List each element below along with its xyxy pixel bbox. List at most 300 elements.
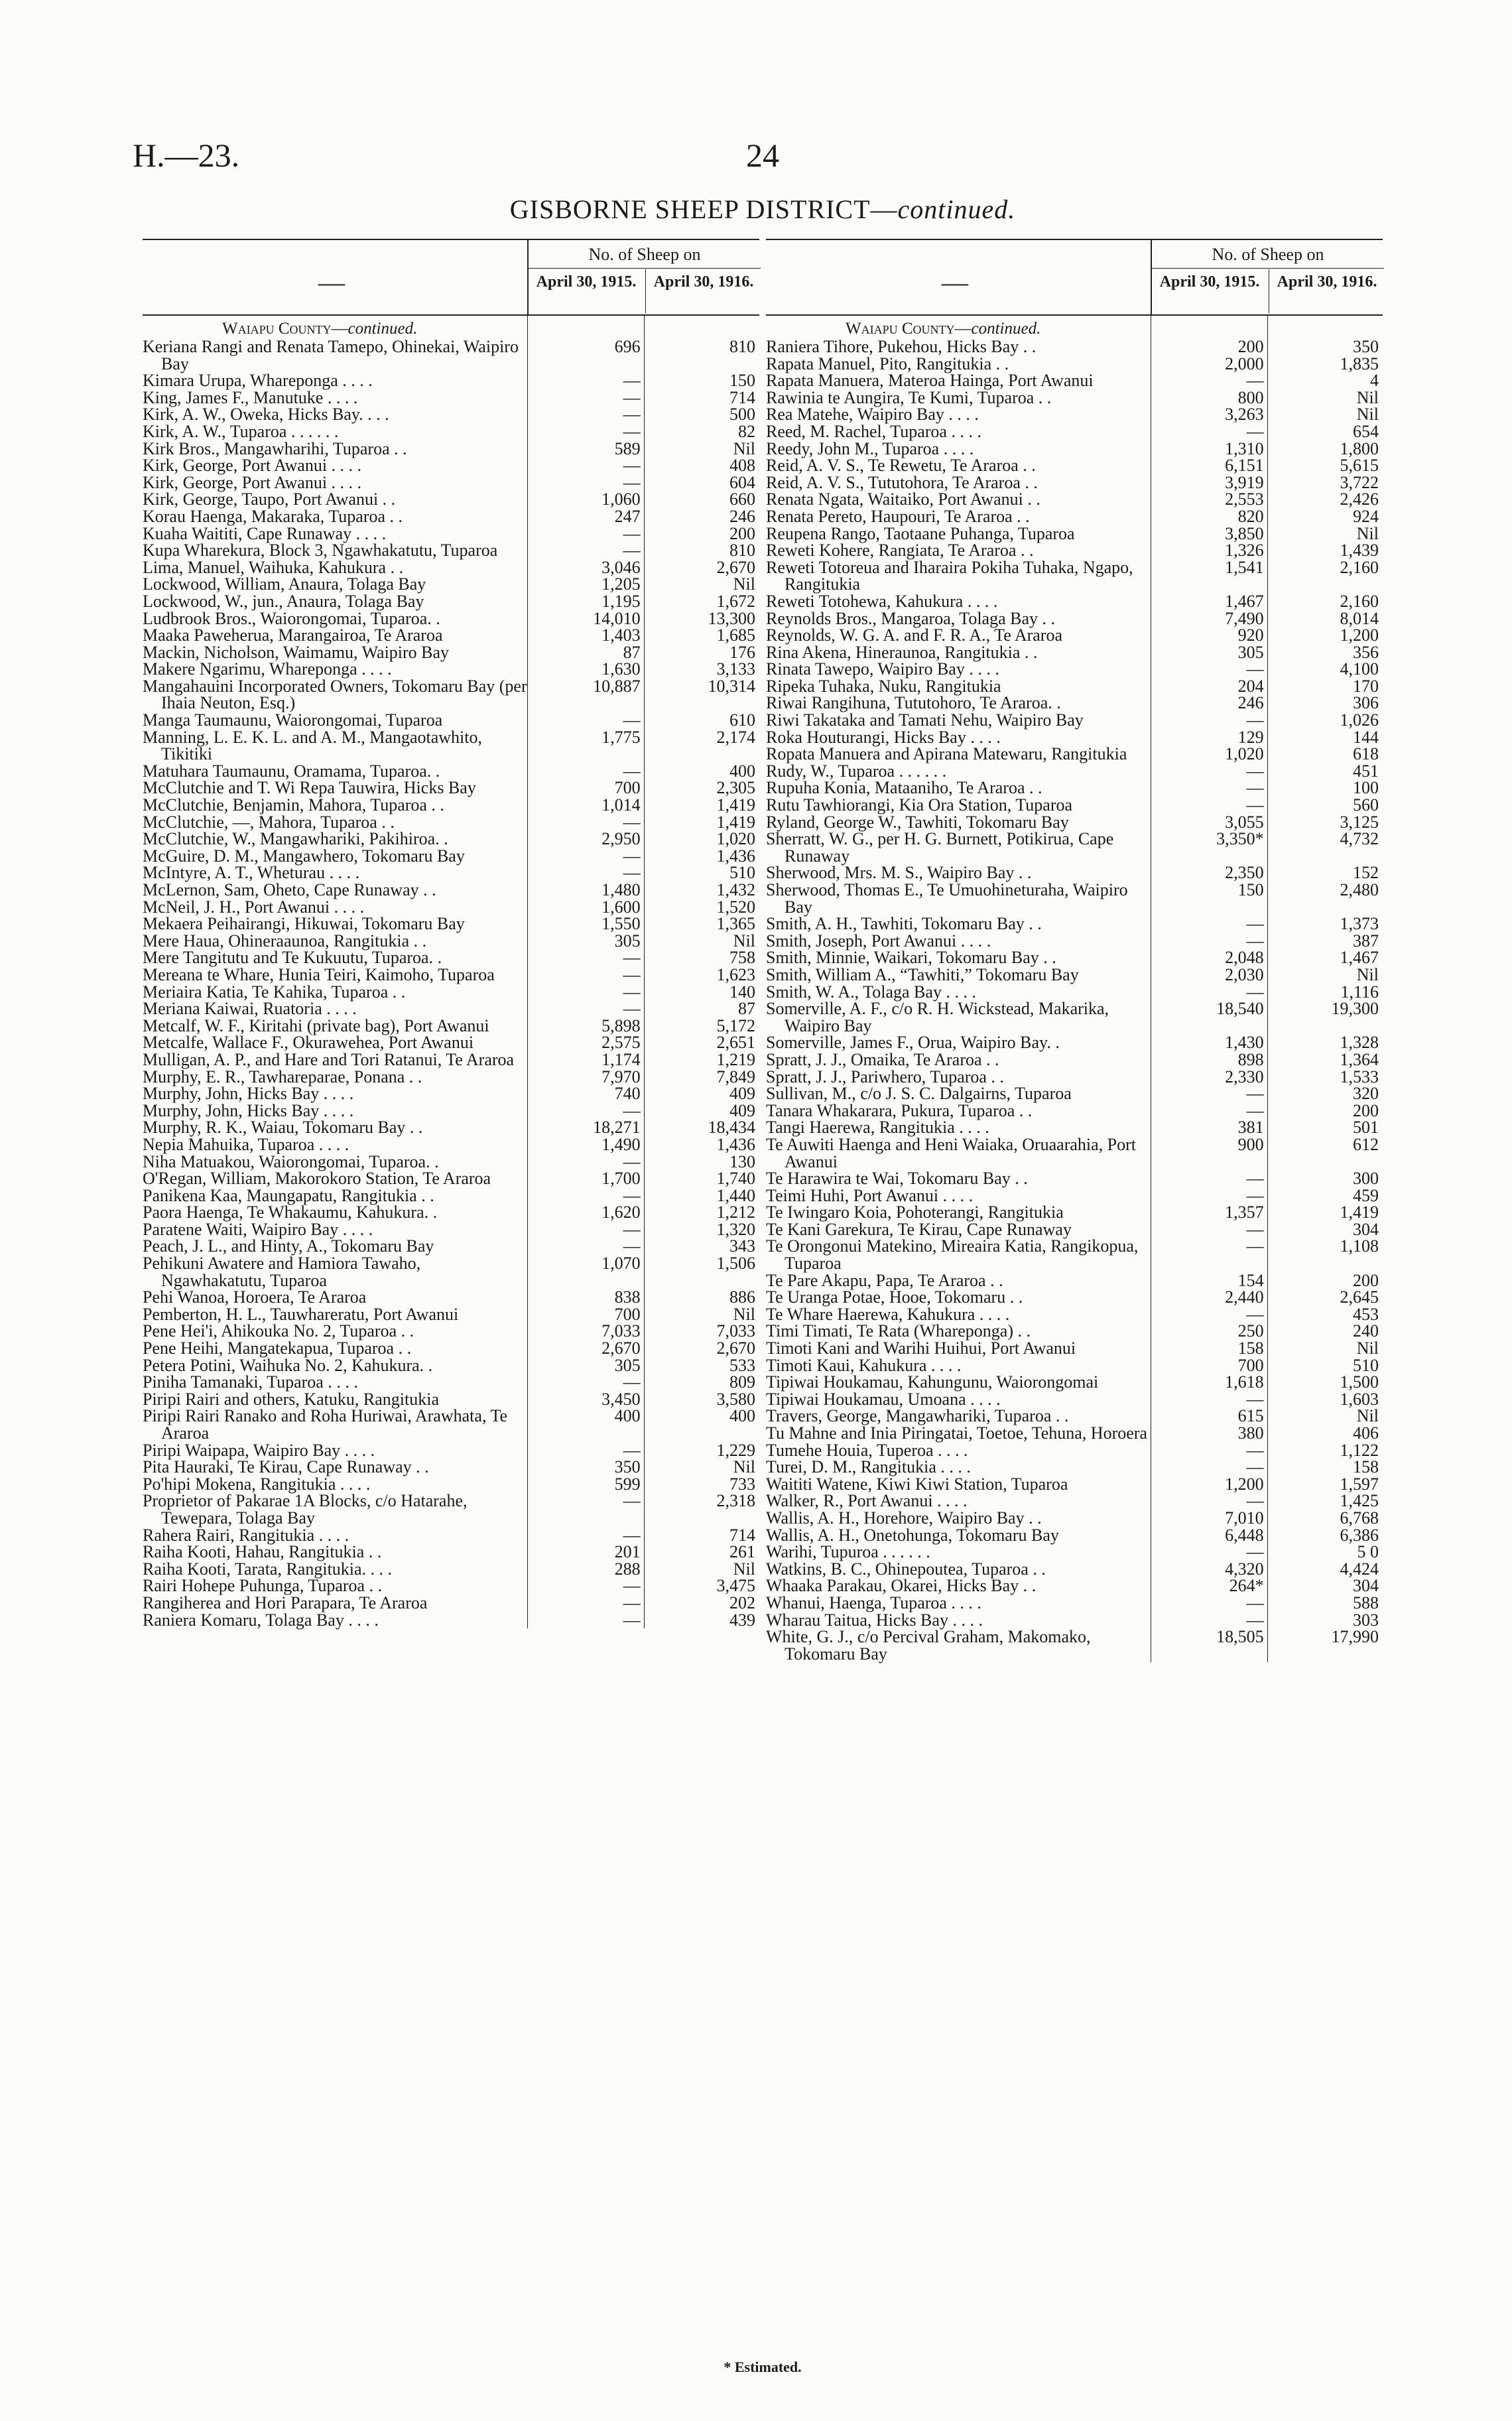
sheep-1915: 920 <box>1237 625 1264 645</box>
owner-name: Piniha Tamanaki, Tuparoa . . . . <box>143 1372 358 1392</box>
sheep-1915: — <box>1246 1610 1264 1630</box>
owner-name: Wallis, A. H., Horehore, Waipiro Bay . . <box>766 1508 1042 1528</box>
sheep-1916: 5,172 <box>716 1015 756 1035</box>
owner-name: Ripeka Tuhaka, Nuku, Rangitukia <box>766 676 1001 696</box>
table-row <box>143 1119 759 1136</box>
sheep-1916: 387 <box>1353 931 1379 950</box>
sheep-1915: 1,775 <box>601 727 641 747</box>
table-row <box>143 1543 759 1561</box>
owner-name: White, G. J., c/o Percival Graham, Makomako, Tokomaru Bay <box>766 1627 1095 1664</box>
owner-name: Maaka Paweherua, Marangairoa, Te Araroa <box>143 625 443 645</box>
sheep-1916: 3,580 <box>716 1389 756 1409</box>
sheep-1915: 5,898 <box>601 1015 641 1035</box>
sheep-1915: — <box>1246 1440 1264 1460</box>
sheep-1915: 599 <box>614 1474 641 1494</box>
sheep-1916: 202 <box>729 1593 756 1612</box>
table-row <box>143 406 759 423</box>
sheep-1915: — <box>623 1491 641 1511</box>
sheep-1916: 533 <box>729 1355 756 1375</box>
sheep-1915: 288 <box>614 1559 641 1579</box>
owner-name: Kirk, A. W., Oweka, Hicks Bay. . . . <box>143 405 389 425</box>
owner-name: Rudy, W., Tuparoa . . . . . . <box>766 761 947 781</box>
sheep-1916: 1,467 <box>1340 948 1379 968</box>
sheep-1916: 17,990 <box>1331 1627 1379 1647</box>
sheep-1916: 510 <box>729 863 756 883</box>
owner-name: Pita Hauraki, Te Kirau, Cape Runaway . . <box>143 1457 429 1477</box>
sheep-1915: 2,330 <box>1225 1067 1264 1086</box>
owner-name: McClutchie and T. Wi Repa Tauwira, Hicks Bay <box>143 778 476 798</box>
owner-name: Timi Timati, Te Rata (Whareponga) . . <box>766 1321 1031 1341</box>
table-row <box>143 508 759 525</box>
sheep-1915: 1,357 <box>1225 1203 1264 1222</box>
owner-name: Travers, George, Mangawhariki, Tuparoa . . <box>766 1406 1069 1426</box>
sheep-1915: 1,060 <box>601 490 641 509</box>
owner-name: Smith, A. H., Tawhiti, Tokomaru Bay . . <box>766 914 1042 934</box>
sheep-1915: 2,440 <box>1225 1287 1264 1307</box>
table-row <box>766 814 1383 831</box>
owner-name: Sherwood, Thomas E., Te Umuohineturaha, Waipiro Bay <box>766 880 1133 917</box>
table-row <box>766 1374 1383 1391</box>
table-row <box>143 1561 759 1578</box>
sheep-1915: — <box>623 812 641 832</box>
sheep-1916: 510 <box>1353 1355 1379 1375</box>
table-row <box>143 763 759 780</box>
sheep-1915: — <box>1246 1219 1264 1239</box>
sheep-1915: 1,467 <box>1225 591 1264 611</box>
owner-name: Makere Ngarimu, Whareponga . . . . <box>143 659 392 679</box>
sheep-1916: 2,305 <box>716 778 756 798</box>
sheep-1915: — <box>1246 1084 1264 1104</box>
sheep-1916: 810 <box>729 541 756 560</box>
table-row <box>766 661 1383 678</box>
sheep-1916: 714 <box>729 387 756 407</box>
sheep-1916: 144 <box>1353 727 1379 747</box>
sheep-1916: 100 <box>1353 778 1379 798</box>
owner-name: Mackin, Nicholson, Waimamu, Waipiro Bay <box>143 642 450 662</box>
sheep-1915: 1,020 <box>1225 744 1264 764</box>
table-row <box>766 864 1383 882</box>
sheep-1915: 1,174 <box>601 1049 641 1069</box>
sheep-1915: 7,490 <box>1225 608 1264 628</box>
sheep-1915: 1,430 <box>1225 1033 1264 1053</box>
owner-name: Timoti Kani and Warihi Huihui, Port Awanui <box>766 1339 1076 1358</box>
table-row <box>766 763 1383 780</box>
owner-name: Korau Haenga, Makaraka, Tuparoa . . <box>143 506 403 526</box>
sheep-1916: 1,108 <box>1340 1236 1379 1256</box>
sheep-1915: 2,950 <box>601 829 641 849</box>
sheep-1915: 2,048 <box>1225 948 1264 968</box>
owner-name: Tipiwai Houkamau, Kahungunu, Waiorongomai <box>766 1372 1099 1392</box>
sheep-1916: 306 <box>1353 693 1379 713</box>
sheep-1916: 1,229 <box>716 1440 756 1460</box>
table-row <box>143 576 759 593</box>
table-row <box>143 1442 759 1459</box>
table-row <box>143 474 759 491</box>
sheep-1916: 240 <box>1353 1321 1379 1341</box>
owner-name: Te Iwingaro Koia, Pohoterangi, Rangitukia <box>766 1203 1064 1222</box>
sheep-1916: 409 <box>729 1100 756 1120</box>
table-row <box>766 949 1383 966</box>
table-row <box>766 1357 1383 1374</box>
sheep-1915: 740 <box>614 1084 641 1104</box>
sheep-1915: — <box>623 863 641 883</box>
table-row <box>766 474 1383 491</box>
table-row <box>143 1527 759 1544</box>
sheep-1916: 2,426 <box>1340 490 1379 509</box>
sheep-1916: 1,364 <box>1340 1049 1379 1069</box>
owner-name: McNeil, J. H., Port Awanui . . . . <box>143 897 365 917</box>
owner-name: McClutchie, —, Mahora, Tuparoa . . <box>143 812 395 832</box>
owner-name: Smith, William A., “Tawhiti,” Tokomaru Bay <box>766 964 1079 984</box>
owner-name: Wharau Taitua, Hicks Bay . . . . <box>766 1610 983 1630</box>
table-row <box>766 712 1383 729</box>
sheep-1915: — <box>1246 1169 1264 1189</box>
sheep-1916: 19,300 <box>1331 999 1379 1019</box>
table-row <box>143 1102 759 1120</box>
page-header <box>133 136 1393 176</box>
sheep-1916: 1,740 <box>716 1169 756 1189</box>
sheep-1916: Nil <box>1356 387 1379 407</box>
owner-name: Paora Haenga, Te Whakaumu, Kahukura. . <box>143 1203 438 1222</box>
sheep-1916: 4 <box>1370 371 1379 391</box>
table-row <box>766 1323 1383 1340</box>
table-row <box>766 915 1383 933</box>
table-row <box>766 644 1383 661</box>
sheep-1915: — <box>1246 795 1264 815</box>
sheep-1915: 158 <box>1237 1339 1264 1358</box>
sheep-1915: — <box>623 761 641 781</box>
table-row <box>766 1119 1383 1136</box>
owner-name: Rairi Hohepe Puhunga, Tuparoa . . <box>143 1576 383 1596</box>
sheep-1916: 1,122 <box>1340 1440 1379 1460</box>
table-row <box>766 1085 1383 1102</box>
table-row <box>143 1204 759 1221</box>
sheep-1915: 129 <box>1237 727 1264 747</box>
sheep-1916: 176 <box>729 642 756 662</box>
owner-name: Sherwood, Mrs. M. S., Waipiro Bay . . <box>766 863 1032 883</box>
owner-name: Kuaha Waititi, Cape Runaway . . . . <box>143 523 387 543</box>
owner-name: Smith, Joseph, Port Awanui . . . . <box>766 931 991 950</box>
sheep-1916: 500 <box>729 405 756 425</box>
owner-name: Rina Akena, Hineraunoa, Rangitukia . . <box>766 642 1038 662</box>
sheep-1916: 1,219 <box>716 1049 756 1069</box>
owner-name: McClutchie, Benjamin, Mahora, Tuparoa . . <box>143 795 444 815</box>
sheep-1915: — <box>623 456 641 476</box>
owner-name: Pene Heihi, Mangatekapua, Tuparoa . . <box>143 1339 412 1358</box>
table-row <box>766 627 1383 644</box>
sheep-1916: 7,849 <box>716 1067 756 1086</box>
sheep-1915: 700 <box>614 778 641 798</box>
sheep-1915: 150 <box>1237 880 1264 899</box>
header-dash: — <box>942 267 968 297</box>
owner-name: Rupuha Konia, Mataaniho, Te Araroa . . <box>766 778 1042 798</box>
owner-name: Sullivan, M., c/o J. S. C. Dalgairns, Tuparoa <box>766 1084 1072 1104</box>
table-row <box>143 729 759 763</box>
sheep-1915: — <box>1246 1304 1264 1324</box>
sheep-1915: — <box>623 846 641 866</box>
header-dash: — <box>318 267 345 297</box>
owner-name: Te Uranga Potae, Hooe, Tokomaru . . <box>766 1287 1023 1307</box>
owner-name: Rutu Tawhiorangi, Kia Ora Station, Tuparoa <box>766 795 1073 815</box>
owner-name: Pemberton, H. L., Tauwhareratu, Port Awanui <box>143 1304 459 1324</box>
table-row <box>143 966 759 984</box>
owner-name: Tu Mahne and Inia Piringatai, Toetoe, Tehuna, Horoera <box>766 1423 1147 1443</box>
owner-name: McIntyre, A. T., Wheturau . . . . <box>143 863 360 883</box>
table-row <box>766 406 1383 423</box>
table-row <box>143 491 759 508</box>
sheep-1915: 1,700 <box>601 1169 641 1189</box>
owner-name: Po'hipi Mokena, Rangitukia . . . . <box>143 1474 371 1494</box>
sheep-1916: 200 <box>1353 1100 1379 1120</box>
owner-name: Tumehe Houia, Tuperoa . . . . <box>766 1440 968 1460</box>
owner-name: McLernon, Sam, Oheto, Cape Runaway . . <box>143 880 436 899</box>
sheep-1915: — <box>1246 1100 1264 1120</box>
owner-name: Smith, Minnie, Waikari, Tokomaru Bay . . <box>766 948 1056 968</box>
sheep-1915: 800 <box>1237 387 1264 407</box>
owner-name: O'Regan, William, Makorokoro Station, Te Araroa <box>143 1169 491 1189</box>
owner-name: Murphy, E. R., Tawhareparae, Ponana . . <box>143 1067 422 1086</box>
table-row <box>143 1357 759 1374</box>
owner-name: Spratt, J. J., Pariwhero, Tuparoa . . <box>766 1067 1004 1086</box>
sheep-1915: 18,271 <box>593 1118 641 1138</box>
sheep-1916: 303 <box>1353 1610 1379 1630</box>
sheep-1915: — <box>1246 710 1264 730</box>
owner-name: Reid, A. V. S., Tututohora, Te Araroa . . <box>766 472 1038 492</box>
sheep-1916: 1,603 <box>1340 1389 1379 1409</box>
table-row <box>143 899 759 916</box>
table-row <box>143 457 759 474</box>
sheep-1916: 588 <box>1353 1593 1379 1612</box>
sheep-1915: 1,600 <box>601 897 641 917</box>
owner-name: Reweti Kohere, Rangiata, Te Araroa . . <box>766 541 1034 560</box>
owner-name: Mangahauini Incorporated Owners, Tokomaru Bay (per Ihaia Neuton, Esq.) <box>143 676 532 713</box>
table-row <box>766 1238 1383 1272</box>
sheep-1915: 154 <box>1237 1270 1264 1290</box>
sheep-1916: 560 <box>1353 795 1379 815</box>
sheep-1916: 152 <box>1353 863 1379 883</box>
sheep-1916: 2,645 <box>1340 1287 1379 1307</box>
sheep-1915: 204 <box>1237 676 1264 696</box>
sheep-1915: 87 <box>623 642 641 662</box>
table-row <box>766 1577 1383 1595</box>
header-col-1916: April 30, 1916. <box>1269 269 1385 313</box>
sheep-1916: 5,615 <box>1340 456 1379 476</box>
sheep-1916: 158 <box>1353 1457 1379 1477</box>
table-row <box>143 627 759 644</box>
table-row <box>766 678 1383 695</box>
owner-name: Rahera Rairi, Rangitukia . . . . <box>143 1525 349 1545</box>
sheep-1915: — <box>623 1219 641 1239</box>
table-row <box>766 423 1383 440</box>
sheep-1916: 304 <box>1353 1219 1379 1239</box>
sheep-1916: 1,419 <box>716 795 756 815</box>
table-row <box>143 372 759 389</box>
table-row <box>766 525 1383 543</box>
sheep-1915: 696 <box>614 337 641 356</box>
left-table <box>143 239 759 1628</box>
table-row <box>766 1561 1383 1578</box>
sheep-1916: 2,651 <box>716 1033 756 1053</box>
table-row <box>766 1595 1383 1612</box>
sheep-1915: 3,263 <box>1225 405 1264 425</box>
owner-name: Raiha Kooti, Tarata, Rangitukia. . . . <box>143 1559 393 1579</box>
sheep-1915: — <box>623 1100 641 1120</box>
owner-name: Lockwood, William, Anaura, Tolaga Bay <box>143 574 426 594</box>
sheep-1915: 6,151 <box>1225 456 1264 476</box>
sheep-1915: — <box>1246 1236 1264 1256</box>
table-row <box>766 882 1383 915</box>
sheep-1916: 810 <box>729 337 756 356</box>
sheep-1916: 1,672 <box>716 591 756 611</box>
table-row <box>766 1034 1383 1051</box>
sheep-1916: 733 <box>729 1474 756 1494</box>
owner-name: Metcalf, W. F., Kiritahi (private bag), Port Awanui <box>143 1015 489 1035</box>
sheep-1916: 886 <box>729 1287 756 1307</box>
sheep-1915: 1,480 <box>601 880 641 899</box>
header-col-1915: April 30, 1915. <box>1159 273 1260 291</box>
sheep-1916: 2,670 <box>716 557 756 577</box>
sheep-1915: 264* <box>1229 1576 1264 1596</box>
table-row <box>143 1306 759 1323</box>
sheep-1915: — <box>623 1576 641 1596</box>
table-row <box>143 1391 759 1408</box>
owner-name: Te Kani Garekura, Te Kirau, Cape Runaway <box>766 1219 1072 1239</box>
sheep-1916: 5 0 <box>1357 1542 1379 1562</box>
sheep-1916: 350 <box>1353 337 1379 356</box>
sheep-1916: 501 <box>1353 1118 1379 1138</box>
sheep-1915: — <box>623 371 641 391</box>
sheep-1916: 400 <box>729 1406 756 1426</box>
sheep-1915: 1,630 <box>601 659 641 679</box>
table-row <box>143 1459 759 1476</box>
sheep-1915: 10,887 <box>593 676 641 696</box>
sheep-1915: 838 <box>614 1287 641 1307</box>
owner-name: Kirk, George, Port Awanui . . . . <box>143 456 362 476</box>
table-row <box>766 491 1383 508</box>
owner-name: Reedy, John M., Tuparoa . . . . <box>766 438 974 458</box>
owner-name: Raiha Kooti, Hahau, Rangitukia . . <box>143 1542 382 1562</box>
owner-name: Mere Haua, Ohineraaunoa, Rangitukia . . <box>143 931 427 950</box>
sheep-1916: 1,419 <box>1340 1203 1379 1222</box>
sheep-1916: 1,026 <box>1340 710 1379 730</box>
sheep-1916: 6,768 <box>1340 1508 1379 1528</box>
footnote: * Estimated. <box>724 2359 802 2375</box>
owner-name: Te Auwiti Haenga and Heni Waiaka, Oruaarahia, Port Awanui <box>766 1134 1140 1171</box>
owner-name: Riwai Rangihuna, Tututohoro, Te Araroa. . <box>766 693 1061 713</box>
sheep-1916: 2,160 <box>1340 591 1379 611</box>
sheep-1915: — <box>623 1525 641 1545</box>
table-row <box>143 1595 759 1612</box>
table-row <box>143 1476 759 1493</box>
sheep-1916: 660 <box>729 490 756 509</box>
sheep-1915: — <box>623 1185 641 1205</box>
table-row <box>766 508 1383 525</box>
owner-name: Reupena Rango, Taotaane Puhanga, Tuparoa <box>766 523 1075 543</box>
sheep-1915: — <box>1246 1457 1264 1477</box>
sheep-1916: 924 <box>1353 506 1379 526</box>
sheep-1915: 2,350 <box>1225 863 1264 883</box>
sheep-1915: 1,490 <box>601 1134 641 1154</box>
sheep-1916: 2,318 <box>716 1491 756 1511</box>
sheep-1915: 2,670 <box>601 1339 641 1358</box>
table-row <box>766 1612 1383 1629</box>
sheep-1915: 381 <box>1237 1118 1264 1138</box>
table-row <box>766 356 1383 373</box>
owner-name: Tipiwai Houkamau, Umoana . . . . <box>766 1389 1001 1409</box>
sheep-1915: 3,055 <box>1225 812 1264 832</box>
sheep-1916: 10,314 <box>708 676 756 696</box>
owner-name: Raniera Tihore, Pukehou, Hicks Bay . . <box>766 337 1037 356</box>
table-body <box>766 316 1383 1662</box>
sheep-1915: — <box>1246 1389 1264 1409</box>
table-row <box>143 1187 759 1205</box>
sheep-1915: — <box>623 421 641 441</box>
sheep-1916: 1,506 <box>716 1254 756 1274</box>
sheep-1915: — <box>1246 761 1264 781</box>
sheep-1915: 1,541 <box>1225 557 1264 577</box>
sheep-1915: 589 <box>614 438 641 458</box>
sheep-1916: 3,125 <box>1340 812 1379 832</box>
sheep-1916: 304 <box>1353 1576 1379 1596</box>
owner-name: Rapata Manuera, Materoa Hainga, Port Awanui <box>766 371 1094 391</box>
sheep-1915: — <box>1246 778 1264 798</box>
sheep-1915: — <box>623 1610 641 1630</box>
page-number: 24 <box>746 137 779 174</box>
sheep-1916: 261 <box>729 1542 756 1562</box>
table-row <box>143 882 759 899</box>
sheep-1916: 1,440 <box>716 1185 756 1205</box>
owner-name: Kupa Wharekura, Block 3, Ngawhakatutu, Tuparoa <box>143 541 498 560</box>
owner-name: Ludbrook Bros., Waiorongomai, Tuparoa. . <box>143 608 440 628</box>
table-row <box>766 1476 1383 1493</box>
sheep-1916: 1,320 <box>716 1219 756 1239</box>
owner-name: McClutchie, W., Mangawhariki, Pakihiroa. . <box>143 829 448 849</box>
sheep-1915: — <box>623 1593 641 1612</box>
owner-name: Raniera Komaru, Tolaga Bay . . . . <box>143 1610 379 1630</box>
owner-name: Reynolds Bros., Mangaroa, Tolaga Bay . . <box>766 608 1056 628</box>
owner-name: Meriana Kaiwai, Ruatoria . . . . <box>143 999 357 1019</box>
sheep-1915: 700 <box>614 1304 641 1324</box>
sheep-1915: 2,575 <box>601 1033 641 1053</box>
table-row <box>143 1577 759 1595</box>
sheep-1916: 1,200 <box>1340 625 1379 645</box>
sheep-1916: 809 <box>729 1372 756 1392</box>
table-row <box>766 610 1383 627</box>
sheep-1916: Nil <box>733 931 756 950</box>
table-row <box>766 779 1383 797</box>
sheep-1915: 14,010 <box>593 608 641 628</box>
owner-name: Kirk, A. W., Tuparoa . . . . . . <box>143 421 339 441</box>
owner-name: Matuhara Taumaunu, Oramama, Tuparoa. . <box>143 761 440 781</box>
table-row <box>766 1527 1383 1544</box>
sheep-1915: — <box>623 1236 641 1256</box>
table-row <box>143 830 759 848</box>
owner-name: Piripi Rairi Ranako and Roha Huriwai, Arawhata, Te Araroa <box>143 1406 511 1443</box>
sheep-1916: 758 <box>729 948 756 968</box>
owner-name: Mereana te Whare, Hunia Teiri, Kaimoho, Tuparoa <box>143 964 495 984</box>
sheep-1915: 7,010 <box>1225 1508 1264 1528</box>
sheep-1916: Nil <box>733 438 756 458</box>
sheep-1915: 2,553 <box>1225 490 1264 509</box>
owner-name: Murphy, John, Hicks Bay . . . . <box>143 1100 354 1120</box>
sheep-1916: 1,436 <box>716 1134 756 1154</box>
table-header <box>766 240 1383 316</box>
owner-name: Ryland, George W., Tawhiti, Tokomaru Bay <box>766 812 1069 832</box>
owner-name: Rangiherea and Hori Parapara, Te Araroa <box>143 1593 428 1612</box>
sheep-1915: 7,970 <box>601 1067 641 1086</box>
sheep-1916: Nil <box>1356 405 1379 425</box>
header-col-1916: April 30, 1916. <box>645 269 761 313</box>
